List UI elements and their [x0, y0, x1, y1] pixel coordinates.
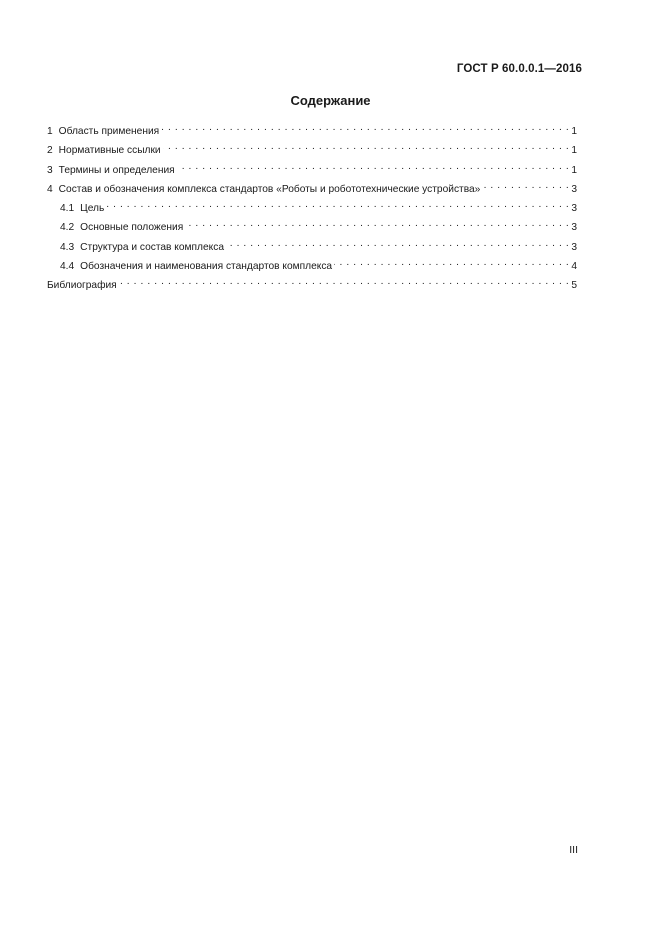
- toc-entry-number: 1: [47, 126, 53, 137]
- toc-entry-number: 4.1: [60, 203, 75, 215]
- toc-leader-dots: [161, 122, 569, 134]
- toc-entry-number: 4.4: [60, 261, 75, 273]
- toc-entry-number: 3: [47, 164, 53, 176]
- toc-entry-title: Библиография: [47, 280, 117, 292]
- toc-entry-title: Состав и обозначения комплекса стандартов «Роботы и робототехнические устройства»: [58, 183, 481, 195]
- toc-leader-dots: [185, 218, 569, 230]
- toc-entry-title: Область применения: [58, 126, 160, 137]
- page-number: III: [569, 844, 578, 856]
- toc-leader-dots: [163, 141, 570, 153]
- toc-entry-number: 4.3: [60, 241, 75, 253]
- toc-leader-dots: [177, 161, 570, 173]
- toc-entry-number: 4: [47, 183, 53, 195]
- toc-entry-page: 3: [571, 183, 577, 195]
- toc-subentry[interactable]: [47, 238, 577, 257]
- toc-entry[interactable]: [47, 141, 577, 160]
- toc-entry-page: 3: [571, 241, 577, 253]
- toc-entry-number: 2: [47, 145, 53, 157]
- toc-entry-title: Структура и состав комплекса: [80, 241, 224, 253]
- toc-entry-number: 4.2: [60, 222, 75, 234]
- toc-leader-dots: [106, 199, 569, 211]
- standard-code: ГОСТ Р 60.0.0.1—2016: [456, 63, 582, 75]
- toc-subentry[interactable]: [47, 199, 577, 218]
- toc-entry-page: 1: [571, 126, 577, 137]
- toc-entry-page: 3: [571, 203, 577, 215]
- toc-entry-title: Цель: [80, 203, 105, 215]
- toc-subentry[interactable]: [47, 218, 577, 237]
- table-of-contents: [47, 122, 577, 296]
- toc-entry-title: Термины и определения: [58, 164, 175, 176]
- toc-entry-title: Основные положения: [80, 222, 184, 234]
- toc-leader-dots: [226, 238, 569, 250]
- toc-entry[interactable]: [47, 122, 577, 141]
- toc-entry-page: 4: [571, 261, 577, 273]
- toc-subentry[interactable]: [47, 257, 577, 276]
- toc-entry-bibliography[interactable]: [47, 276, 577, 295]
- toc-title: Содержание: [290, 93, 371, 108]
- toc-entry[interactable]: [47, 180, 577, 199]
- toc-entry-title: Нормативные ссылки: [58, 145, 161, 157]
- toc-entry[interactable]: [47, 161, 577, 180]
- toc-entry-page: 3: [571, 222, 577, 234]
- toc-leader-dots: [334, 257, 569, 269]
- toc-leader-dots: [482, 180, 569, 192]
- toc-entry-title: Обозначения и наименования стандартов комплекса: [80, 261, 333, 273]
- toc-leader-dots: [119, 276, 570, 288]
- toc-entry-page: 1: [571, 145, 577, 157]
- toc-entry-page: 1: [571, 164, 577, 176]
- toc-entry-page: 5: [571, 280, 577, 292]
